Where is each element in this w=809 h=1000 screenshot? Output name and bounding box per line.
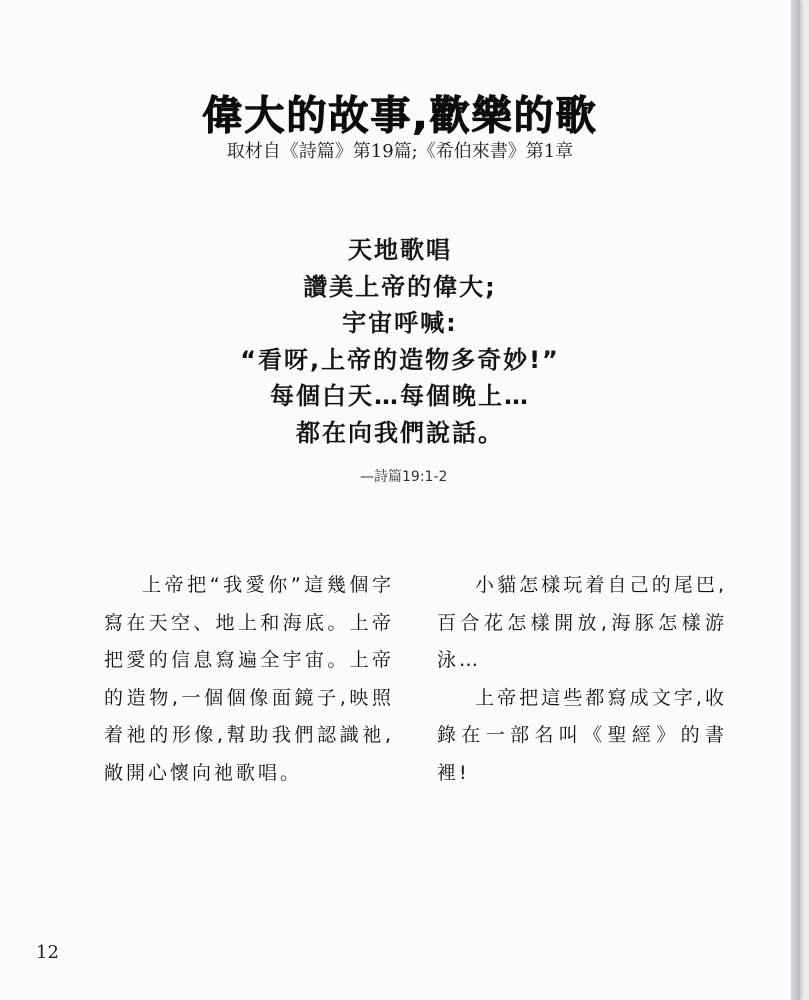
verse-block bbox=[0, 232, 800, 451]
verse-reference: —詩篇19:1-2 bbox=[360, 469, 448, 485]
page-title: 偉大的故事,歡樂的歌 bbox=[202, 93, 598, 139]
verse-line: 每個白天…每個晚上… bbox=[270, 382, 530, 410]
verse-line: 天地歌唱 bbox=[348, 236, 452, 264]
page-number: 12 bbox=[36, 942, 59, 963]
body-column-right bbox=[437, 567, 727, 792]
page-subtitle: 取材自《詩篇》第19篇;《希伯來書》第1章 bbox=[226, 141, 574, 162]
body-column-left bbox=[104, 567, 394, 792]
body-paragraph: 小貓怎樣玩着自己的尾巴,百合花怎樣開放,海豚怎樣游泳… bbox=[437, 574, 727, 671]
body-paragraph: 上帝把“我愛你”這幾個字寫在天空、地上和海底。上帝把愛的信息寫遍全宇宙。上帝的造物,一個個像面鏡子,映照着祂的形像,幫助我們認識祂,敞開心懷向祂歌唱。 bbox=[104, 574, 394, 784]
body-paragraph: 上帝把這些都寫成文字,收錄在一部名叫《聖經》的書裡! bbox=[437, 686, 727, 784]
verse-line: 宇宙呼喊: bbox=[342, 309, 458, 337]
verse-line: 讚美上帝的偉大; bbox=[303, 272, 497, 301]
verse-line: “看呀,上帝的造物多奇妙!” bbox=[240, 345, 560, 374]
verse-line: 都在向我們說話。 bbox=[296, 418, 504, 447]
